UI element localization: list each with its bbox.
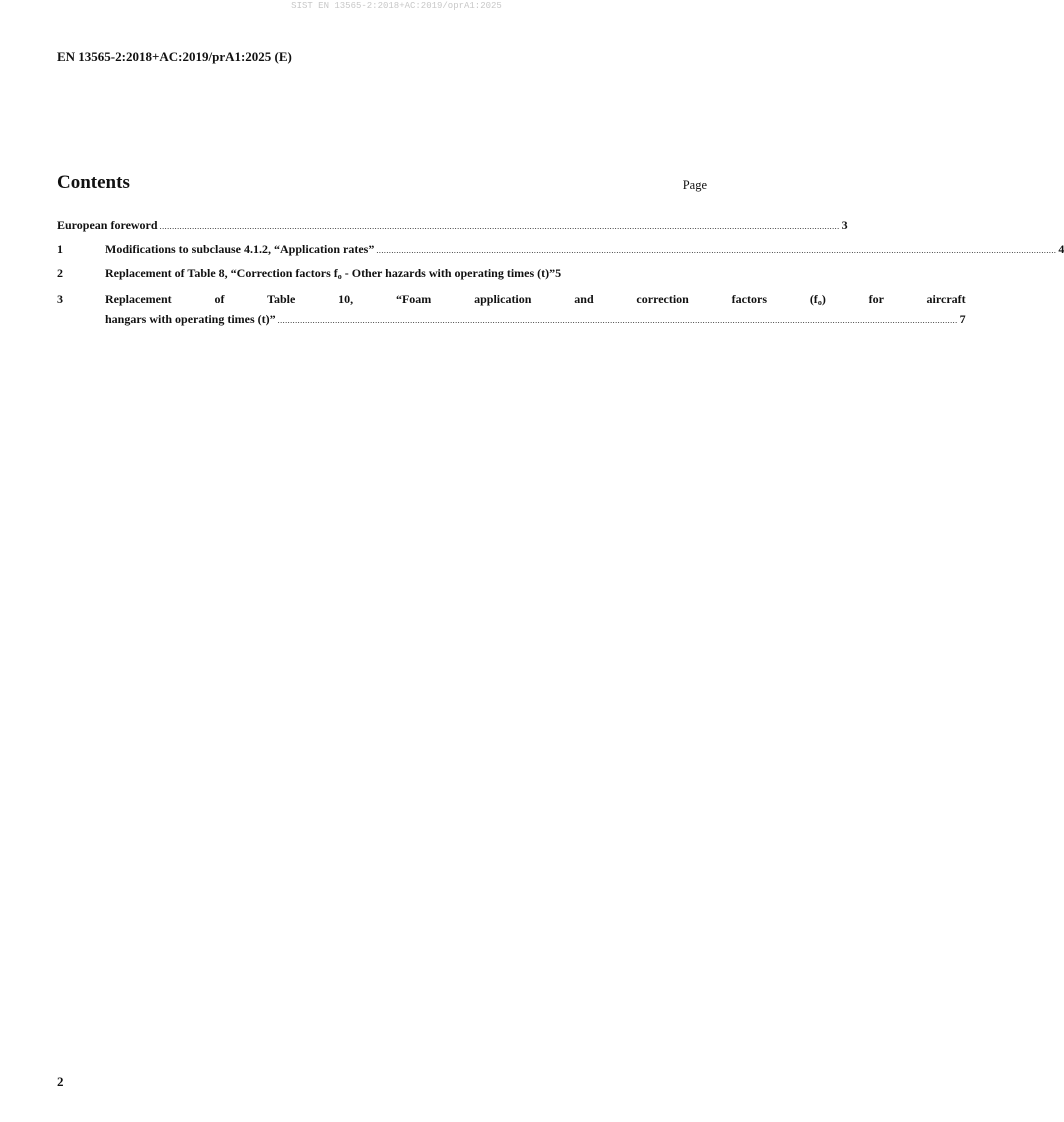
dot-leader bbox=[160, 218, 840, 235]
dot-leader bbox=[278, 312, 958, 329]
watermark: SIST EN 13565-2:2018+AC:2019/oprA1:2025 bbox=[291, 1, 502, 11]
dot-leader bbox=[376, 242, 1056, 259]
toc-label-line-1 bbox=[105, 291, 966, 311]
toc-entry-european-foreword[interactable] bbox=[57, 217, 848, 235]
toc-number: 1 bbox=[57, 242, 63, 256]
toc-page: 5 bbox=[555, 266, 562, 280]
contents-header bbox=[57, 172, 707, 194]
page-column-label: Page bbox=[682, 178, 707, 192]
toc-label-part: ) for aircraft bbox=[821, 292, 966, 306]
toc-entry-2[interactable] bbox=[57, 265, 698, 285]
toc-label-part: Replacement of Table 10, “Foam application and correction factors (f bbox=[105, 292, 818, 306]
toc-label-part: Replacement of Table 8, “Correction factors f bbox=[105, 266, 338, 280]
toc-page: 7 bbox=[959, 312, 966, 326]
toc-number: 2 bbox=[57, 266, 63, 280]
table-of-contents bbox=[57, 217, 1064, 335]
subscript: o bbox=[817, 298, 822, 307]
toc-number: 3 bbox=[57, 292, 63, 306]
toc-label-line-2: hangars with operating times (t)” bbox=[105, 312, 276, 326]
subscript: o bbox=[337, 272, 342, 281]
toc-label: Modifications to subclause 4.1.2, “Application rates” bbox=[105, 242, 375, 256]
toc-page: 3 bbox=[841, 218, 848, 232]
toc-label: European foreword bbox=[57, 218, 158, 232]
toc-label-part: - Other hazards with operating times (t)” bbox=[341, 266, 556, 280]
toc-label bbox=[105, 265, 555, 285]
toc-page: 4 bbox=[1058, 242, 1064, 256]
toc-entry-1[interactable] bbox=[57, 241, 1064, 259]
toc-entry-3[interactable] bbox=[57, 291, 966, 329]
page-number: 2 bbox=[57, 1074, 64, 1089]
document-id: EN 13565-2:2018+AC:2019/prA1:2025 (E) bbox=[57, 49, 292, 64]
contents-title: Contents bbox=[57, 172, 130, 193]
